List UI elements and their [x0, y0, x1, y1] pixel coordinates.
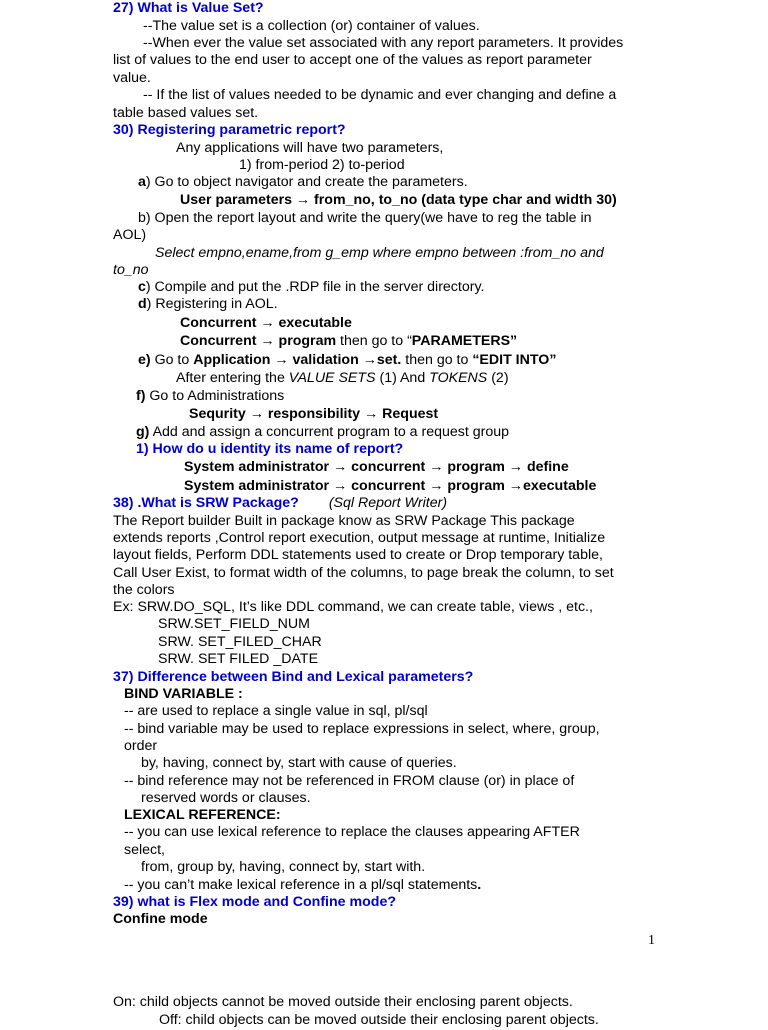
step-label: a — [138, 174, 146, 190]
after-entering-line — [176, 370, 509, 388]
text-line — [124, 877, 481, 895]
step-d — [138, 296, 278, 314]
step-label: g) — [136, 424, 150, 440]
text-line: extends reports ,Control report execution, output message at runtime, Initialize — [113, 530, 606, 546]
subheading-confine-mode: Confine mode — [113, 911, 208, 927]
navigation-path-line: System administrator → concurrent → program → define — [184, 459, 569, 475]
text-line: list of values to the end user to accept one of the values as report parameter — [113, 52, 592, 68]
user-parameters-line: User parameters → from_no, to_no (data type char and width 30) — [180, 192, 617, 208]
text-line: Any applications will have two parameters, — [176, 140, 444, 156]
tokens-term: TOKENS — [429, 370, 488, 386]
text-fragment: . — [477, 877, 482, 893]
text-line: -- you can use lexical reference to replace the clauses appearing AFTER — [124, 824, 580, 840]
text-line: Off: child objects can be moved outside their enclosing parent objects. — [159, 1012, 599, 1028]
section-heading-registering-report: 30) Registering parametric report? — [113, 122, 346, 138]
step-label: d — [138, 296, 147, 312]
text-fragment: then go to — [401, 352, 473, 368]
text-line: b) Open the report layout and write the query(we have to reg the table in — [138, 210, 592, 226]
section-heading-identify-report: 1) How do u identity its name of report? — [136, 441, 404, 457]
value-sets-term: VALUE SETS — [288, 370, 376, 386]
query-line: to_no — [113, 262, 149, 278]
subheading-bind-variable: BIND VARIABLE : — [124, 686, 243, 702]
step-text: ) Compile and put the .RDP file in the server directory. — [145, 279, 485, 295]
step-label: f) — [136, 388, 146, 404]
text-line: reserved words or clauses. — [141, 790, 311, 806]
parameters-label: PARAMETERS” — [411, 333, 518, 349]
text-line: value. — [113, 70, 151, 86]
text-line: -- If the list of values needed to be dynamic and ever changing and define a — [143, 87, 617, 103]
section-heading-flex-confine: 39) what is Flex mode and Confine mode? — [113, 894, 397, 910]
heading-text: 38) .What is SRW Package? — [113, 495, 299, 511]
step-g — [136, 424, 509, 442]
concurrent-program-path: Concurrent → program — [180, 333, 337, 349]
code-line: SRW. SET_FILED_CHAR — [158, 634, 322, 650]
security-path-line: Sequrity → responsibility → Request — [189, 406, 439, 422]
text-fragment: After entering the — [176, 370, 289, 386]
text-fragment: (2) — [487, 370, 509, 386]
text-line: -- are used to replace a single value in sql, pl/sql — [124, 703, 428, 719]
text-line: the colors — [113, 582, 175, 598]
step-text: Add and assign a concurrent program to a request group — [149, 424, 510, 440]
section-heading-bind-lexical: 37) Difference between Bind and Lexical parameters? — [113, 669, 474, 685]
step-text: ) Registering in AOL. — [146, 296, 278, 312]
section-heading-srw-package — [113, 495, 447, 513]
step-f — [136, 388, 284, 406]
heading-subtitle: (Sql Report Writer) — [328, 495, 448, 511]
page-number: 1 — [648, 933, 655, 948]
step-a — [138, 174, 468, 192]
code-line: SRW.SET_FIELD_NUM — [158, 616, 310, 632]
text-line: from, group by, having, connect by, start with. — [141, 859, 426, 875]
text-fragment: then go to “ — [336, 333, 412, 349]
concurrent-executable-line: Concurrent → executable — [180, 315, 352, 331]
text-line: select, — [124, 842, 166, 858]
text-line: table based values set. — [113, 105, 259, 121]
text-line: The Report builder Built in package know as SRW Package This package — [113, 513, 575, 529]
text-line: --When ever the value set associated with any report parameters. It provides — [143, 35, 624, 51]
step-label: e) — [138, 352, 151, 368]
code-line: SRW. SET FILED _DATE — [158, 651, 319, 667]
text-line: AOL) — [113, 227, 147, 243]
text-fragment: -- you can’t make lexical reference in a pl/sql statements — [124, 877, 478, 893]
subheading-lexical-reference: LEXICAL REFERENCE: — [124, 807, 281, 823]
text-fragment: (1) And — [375, 370, 430, 386]
text-line: --The value set is a collection (or) container of values. — [143, 18, 480, 34]
text-line: 1) from-period 2) to-period — [239, 157, 405, 173]
step-text: Go to Administrations — [145, 388, 285, 404]
text-line: Ex: SRW.DO_SQL, It’s like DDL command, we can create table, views , etc., — [113, 599, 593, 615]
step-e — [138, 352, 556, 370]
text-line: by, having, connect by, start with cause of queries. — [141, 755, 457, 771]
step-label: c — [138, 279, 146, 295]
text-line: -- bind variable may be used to replace expressions in select, where, group, — [124, 721, 600, 737]
text-line: Call User Exist, to format width of the columns, to page break the column, to set — [113, 565, 614, 581]
text-line: order — [124, 738, 158, 754]
text-line: -- bind reference may not be referenced in FROM clause (or) in place of — [124, 773, 575, 789]
application-validation-path: Application → validation →set. — [193, 352, 402, 368]
concurrent-program-line — [180, 333, 517, 351]
navigation-path-line: System administrator → concurrent → program →executable — [184, 478, 597, 494]
text-fragment: Go to — [150, 352, 194, 368]
section-heading-value-set: 27) What is Value Set? — [113, 0, 264, 16]
edit-into-label: “EDIT INTO” — [472, 352, 557, 368]
query-line: Select empno,ename,from g_emp where empno between :from_no and — [155, 245, 604, 261]
step-text: ) Go to object navigator and create the parameters. — [145, 174, 468, 190]
text-line: On: child objects cannot be moved outside their enclosing parent objects. — [113, 994, 573, 1010]
text-line: layout fields, Perform DDL statements used to create or Drop temporary table, — [113, 547, 603, 563]
step-c — [138, 279, 484, 297]
